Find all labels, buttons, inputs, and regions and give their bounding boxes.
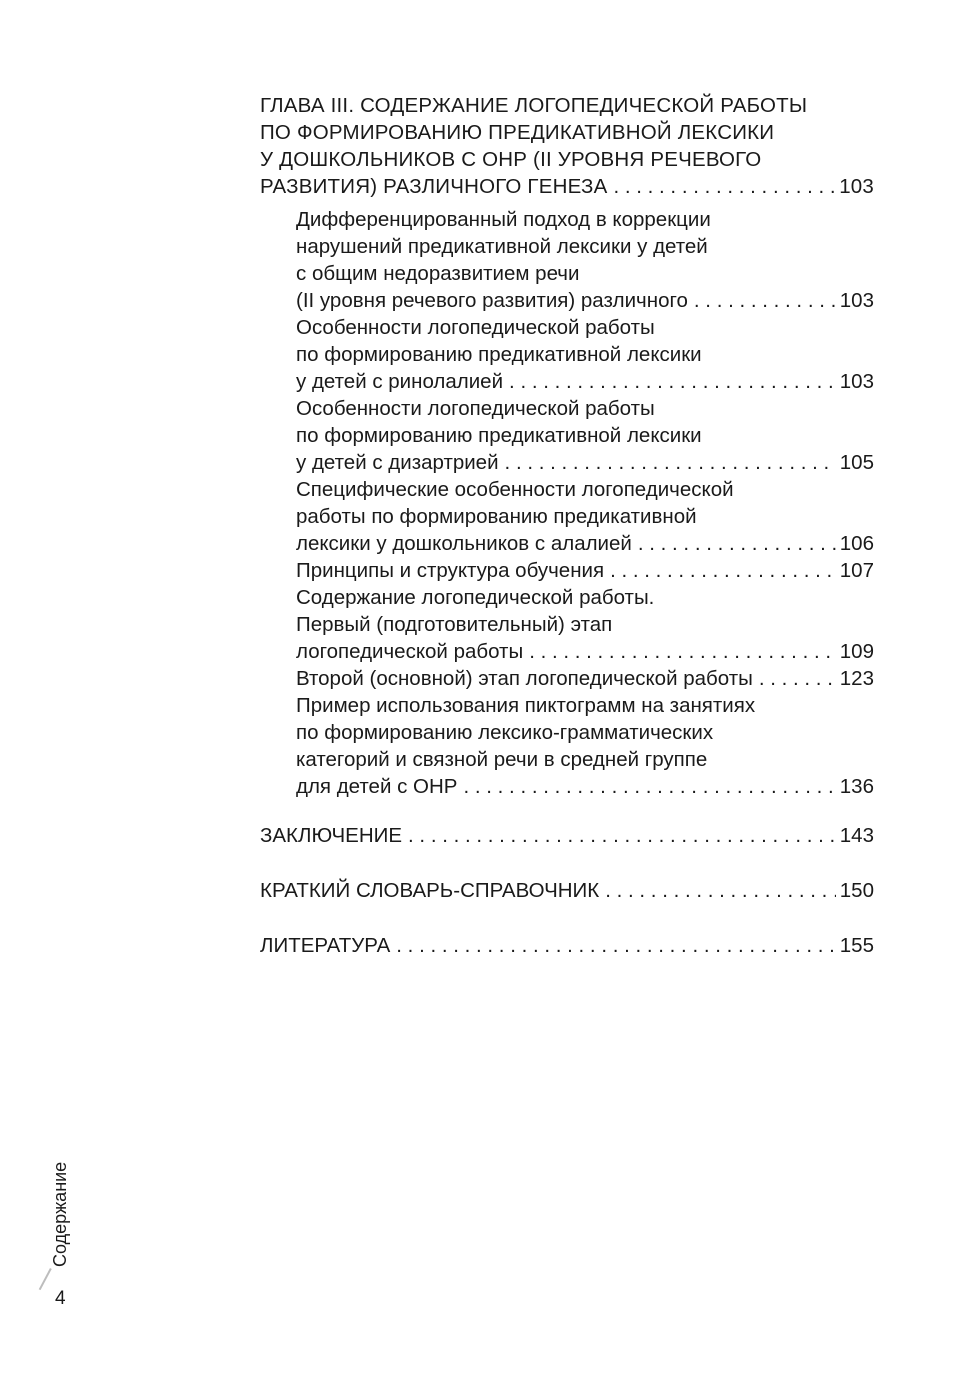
- toc-line-with-page: [296, 665, 874, 692]
- leader-dots: [396, 932, 836, 959]
- toc-subsection[interactable]: [296, 557, 874, 584]
- toc-line-with-page: [260, 822, 874, 849]
- toc-line: Особенности логопедической работы: [296, 397, 655, 420]
- toc-page-number: 136: [839, 775, 874, 798]
- divider-slash: [39, 1268, 52, 1290]
- toc-line: по формированию предикативной лексики: [296, 343, 702, 366]
- toc-line: с общим недоразвитием речи: [296, 262, 580, 285]
- leader-dots: [505, 449, 836, 476]
- toc-line: по формированию лексико-грамматических: [296, 721, 714, 744]
- toc-section-conclusion[interactable]: [260, 822, 874, 849]
- toc-line: категорий и связной речи в средней группе: [296, 748, 708, 771]
- toc-line-with-page: [296, 530, 874, 557]
- leader-dots: [605, 877, 836, 904]
- toc-line: Содержание логопедической работы.: [296, 586, 655, 609]
- toc-line: Первый (подготовительный) этап: [296, 613, 613, 636]
- toc-line-with-page: [296, 449, 874, 476]
- page-number: 4: [55, 1288, 66, 1309]
- toc-line-with-page: [296, 638, 874, 665]
- toc-page-number: 143: [839, 824, 874, 847]
- toc-line: Особенности логопедической работы: [296, 316, 655, 339]
- toc-entry-title: для детей с ОНР: [296, 775, 458, 798]
- toc-line: Специфические особенности логопедической: [296, 478, 734, 501]
- toc-subsection[interactable]: [296, 206, 874, 314]
- toc-line: работы по формированию предикативной: [296, 505, 697, 528]
- toc-subsection[interactable]: [296, 665, 874, 692]
- toc-entry-title: лексики у дошкольников с алалией: [296, 532, 632, 555]
- leader-dots: [463, 773, 835, 800]
- toc-entry-title: КРАТКИЙ СЛОВАРЬ-СПРАВОЧНИК: [260, 879, 600, 902]
- toc-subsection[interactable]: [296, 692, 874, 800]
- toc-line-with-page: [296, 287, 874, 314]
- toc-line: по формированию предикативной лексики: [296, 424, 702, 447]
- toc-subsection[interactable]: [296, 476, 874, 557]
- toc-entry-title: у детей с ринолалией: [296, 370, 504, 393]
- toc-line: Пример использования пиктограмм на занятиях: [296, 694, 756, 717]
- toc-entry-title: ЗАКЛЮЧЕНИЕ: [260, 824, 403, 847]
- toc-entry-title: ЛИТЕРАТУРА: [260, 934, 391, 957]
- toc-line-with-page: [260, 932, 874, 959]
- toc-page-number: 150: [839, 879, 874, 902]
- leader-dots: [694, 287, 836, 314]
- running-header-label: Содержание: [50, 1161, 70, 1267]
- toc-line-with-page: [296, 557, 874, 584]
- toc-page-number: 105: [839, 451, 874, 474]
- toc-subsection[interactable]: [296, 314, 874, 395]
- toc-line-with-page: [260, 877, 874, 904]
- toc-line: ПО ФОРМИРОВАНИЮ ПРЕДИКАТИВНОЙ ЛЕКСИКИ: [260, 121, 775, 144]
- toc-page-number: 103: [839, 175, 874, 198]
- toc-page-number: 103: [839, 370, 874, 393]
- toc-entry-title: РАЗВИТИЯ) РАЗЛИЧНОГО ГЕНЕЗА: [260, 175, 608, 198]
- toc-section-glossary[interactable]: [260, 877, 874, 904]
- leader-dots: [759, 665, 836, 692]
- leader-dots: [638, 530, 836, 557]
- toc-entry-title: Второй (основной) этап логопедической работы: [296, 667, 753, 690]
- leader-dots: [529, 638, 836, 665]
- leader-dots: [509, 368, 836, 395]
- toc-chapter-3[interactable]: [260, 92, 874, 200]
- toc-entry-title: у детей с дизартрией: [296, 451, 499, 474]
- toc-page-number: 155: [839, 934, 874, 957]
- toc-section-literature[interactable]: [260, 932, 874, 959]
- toc-entry-title: (II уровня речевого развития) различного: [296, 289, 688, 312]
- toc-line: Дифференцированный подход в коррекции: [296, 208, 711, 231]
- leader-dots: [613, 173, 835, 200]
- toc-line-with-page: [296, 368, 874, 395]
- leader-dots: [408, 822, 836, 849]
- toc-entry-title: логопедической работы: [296, 640, 524, 663]
- toc-subsection[interactable]: [296, 395, 874, 476]
- toc-page-number: 106: [839, 532, 874, 555]
- table-of-contents: [260, 92, 874, 959]
- toc-line: нарушений предикативной лексики у детей: [296, 235, 708, 258]
- toc-page-number: 109: [839, 640, 874, 663]
- toc-line: У ДОШКОЛЬНИКОВ С ОНР (II УРОВНЯ РЕЧЕВОГО: [260, 148, 762, 171]
- leader-dots: [610, 557, 836, 584]
- toc-subsection[interactable]: [296, 584, 874, 665]
- toc-line-with-page: [260, 173, 874, 200]
- toc-entry-title: Принципы и структура обучения: [296, 559, 605, 582]
- toc-page-number: 123: [839, 667, 874, 690]
- toc-line: ГЛАВА III. СОДЕРЖАНИЕ ЛОГОПЕДИЧЕСКОЙ РАБОТЫ: [260, 94, 808, 117]
- toc-page-number: 103: [839, 289, 874, 312]
- toc-line-with-page: [296, 773, 874, 800]
- toc-page-number: 107: [839, 559, 874, 582]
